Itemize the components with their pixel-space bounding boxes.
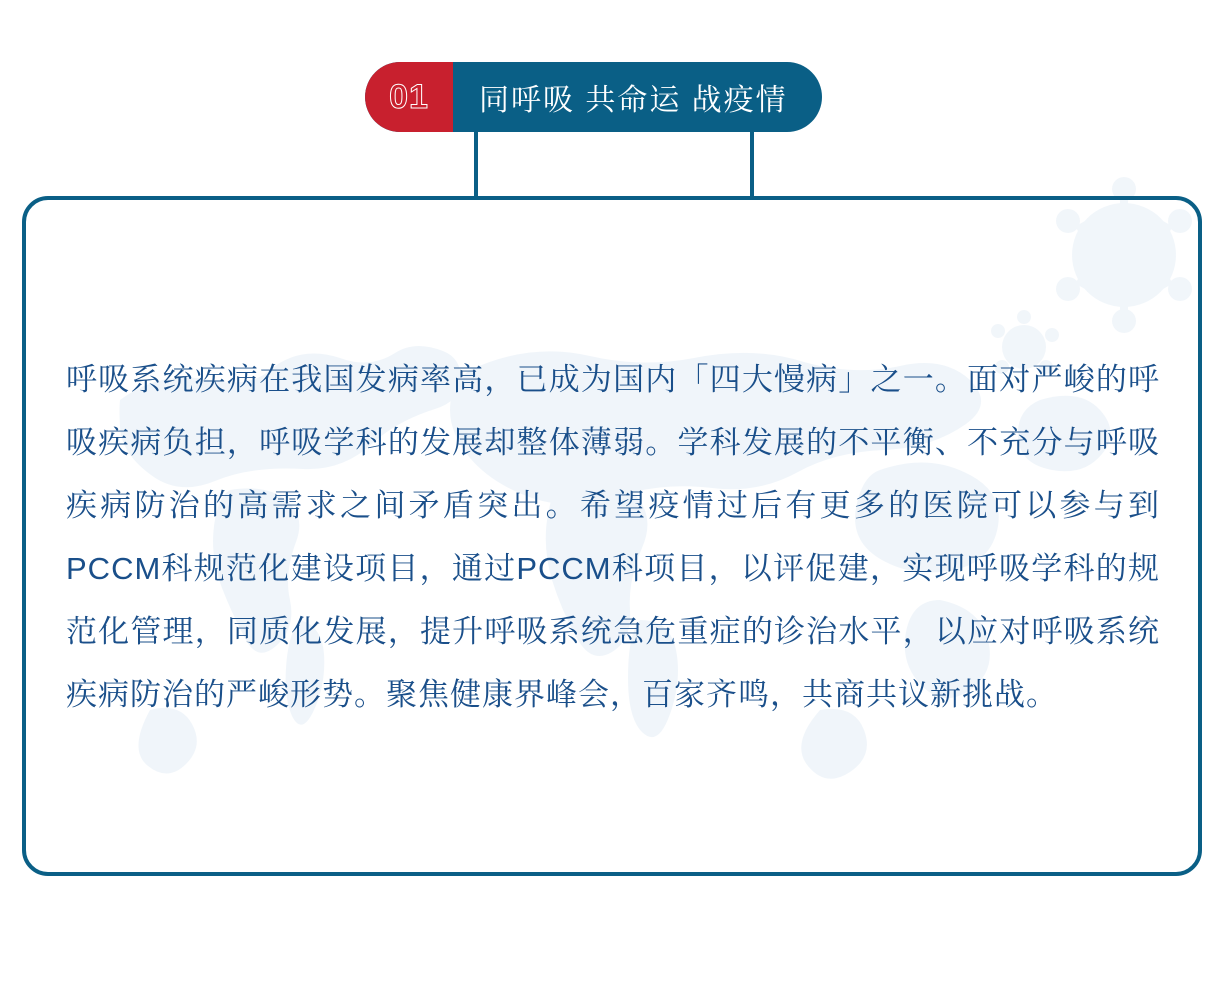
section-title: 同呼吸 共命运 战疫情 <box>479 84 788 117</box>
section-number-text: 01 <box>389 77 429 116</box>
connector-line-right <box>750 130 754 198</box>
section-header-badge <box>365 62 822 132</box>
section-number <box>365 62 453 132</box>
body-paragraph: 呼吸系统疾病在我国发病率高，已成为国内「四大慢病」之一。面对严峻的呼吸疾病负担，呼吸学科的发展却整体薄弱。学科发展的不平衡、不充分与呼吸疾病防治的高需求之间矛盾突出。希望疫情过后有更多的医院可以参与到PCCM科规范化建设项目，通过PCCM科项目，以评促建，实现呼吸学科的规范化管理，同质化发展，提升呼吸系统急危重症的诊治水平，以应对呼吸系统疾病防治的严峻形势。聚焦健康界峰会，百家齐鸣，共商共议新挑战。 <box>66 362 1160 712</box>
connector-line-left <box>474 130 478 198</box>
